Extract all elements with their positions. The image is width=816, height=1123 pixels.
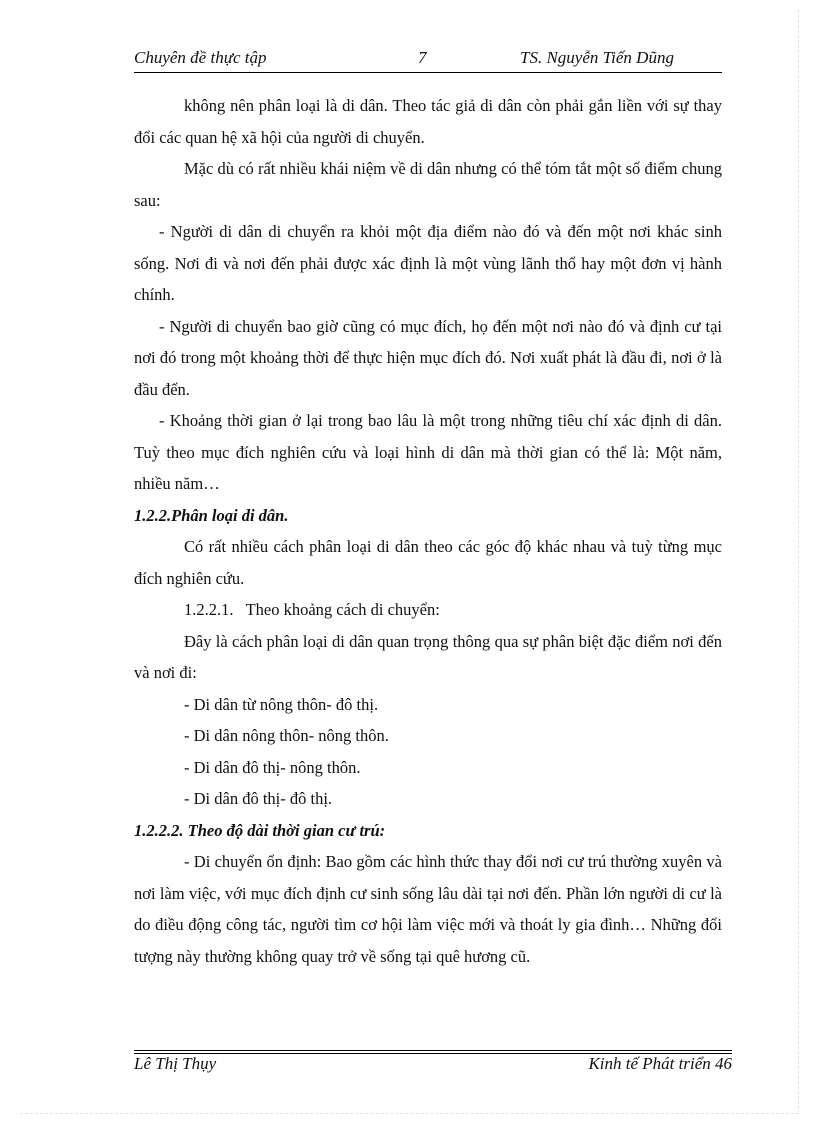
- header-divider: [134, 72, 722, 73]
- footer-course: Kinh tế Phát triển 46: [588, 1054, 732, 1073]
- paragraph: Mặc dù có rất nhiều khái niệm về di dân nhưng có thể tóm tắt một số điểm chung sau:: [134, 159, 722, 210]
- list-item: - Di dân đô thị- nông thôn.: [184, 757, 361, 777]
- bullet-paragraph: - Người di chuyển bao giờ cũng có mục đích, họ đến một nơi nào đó và định cư tại nơi đó trong một khoảng thời để thực hiện mục đích đó. Nơi xuất phát là đầu đi, nơi ở là đầu đến.: [134, 316, 722, 399]
- paragraph: - Di chuyển ổn định: Bao gồm các hình thức thay đổi nơi cư trú thường xuyên và nơi làm việc, với mục đích định cư sinh sống lâu dài tại nơi đến. Phần lớn người di cư là do điều động công tác, người tìm cơ hội làm việc mới và thoát ly gia đình… Những đối tượng này thường không quay trở về sống tại quê hương cũ.: [134, 852, 722, 966]
- paragraph: Đây là cách phân loại di dân quan trọng thông qua sự phân biệt đặc điểm nơi đến và nơi đi:: [134, 631, 722, 682]
- subsection-title: 1.2.2.1. Theo khoảng cách di chuyển:: [184, 600, 440, 619]
- document-body: [134, 90, 722, 972]
- section-heading: 1.2.2.2. Theo độ dài thời gian cư trú:: [134, 820, 386, 840]
- page-header: [134, 48, 722, 72]
- header-author: TS. Nguyễn Tiến Dũng: [520, 48, 674, 67]
- list-item: - Di dân từ nông thôn- đô thị.: [184, 694, 379, 714]
- bullet-paragraph: - Khoảng thời gian ở lại trong bao lâu là một trong những tiêu chí xác định di dân. Tuỳ theo mục đích nghiên cứu và loại hình di dân mà thời gian có thể là: Một năm, nhiều năm…: [134, 411, 722, 493]
- paragraph: Có rất nhiều cách phân loại di dân theo các góc độ khác nhau và tuỳ từng mục đích nghiên cứu.: [134, 537, 722, 588]
- footer-author: Lê Thị Thụy: [134, 1054, 217, 1073]
- header-title: Chuyên đề thực tập: [134, 48, 267, 67]
- header-page-number: 7: [418, 48, 427, 67]
- list-item: - Di dân đô thị- đô thị.: [184, 789, 333, 808]
- bullet-paragraph: - Người di dân di chuyển ra khỏi một địa điểm nào đó và đến một nơi khác sinh sống. Nơi đi và nơi đến phải được xác định là một vùng lãnh thổ hay một đơn vị hành chính.: [134, 222, 722, 304]
- page-footer: [134, 1054, 732, 1078]
- paragraph: không nên phân loại là di dân. Theo tác giả di dân còn phải gắn liền với sự thay đổi các quan hệ xã hội của người di chuyển.: [134, 96, 722, 147]
- list-item: - Di dân nông thôn- nông thôn.: [184, 726, 389, 745]
- section-heading: 1.2.2.Phân loại di dân.: [134, 505, 289, 525]
